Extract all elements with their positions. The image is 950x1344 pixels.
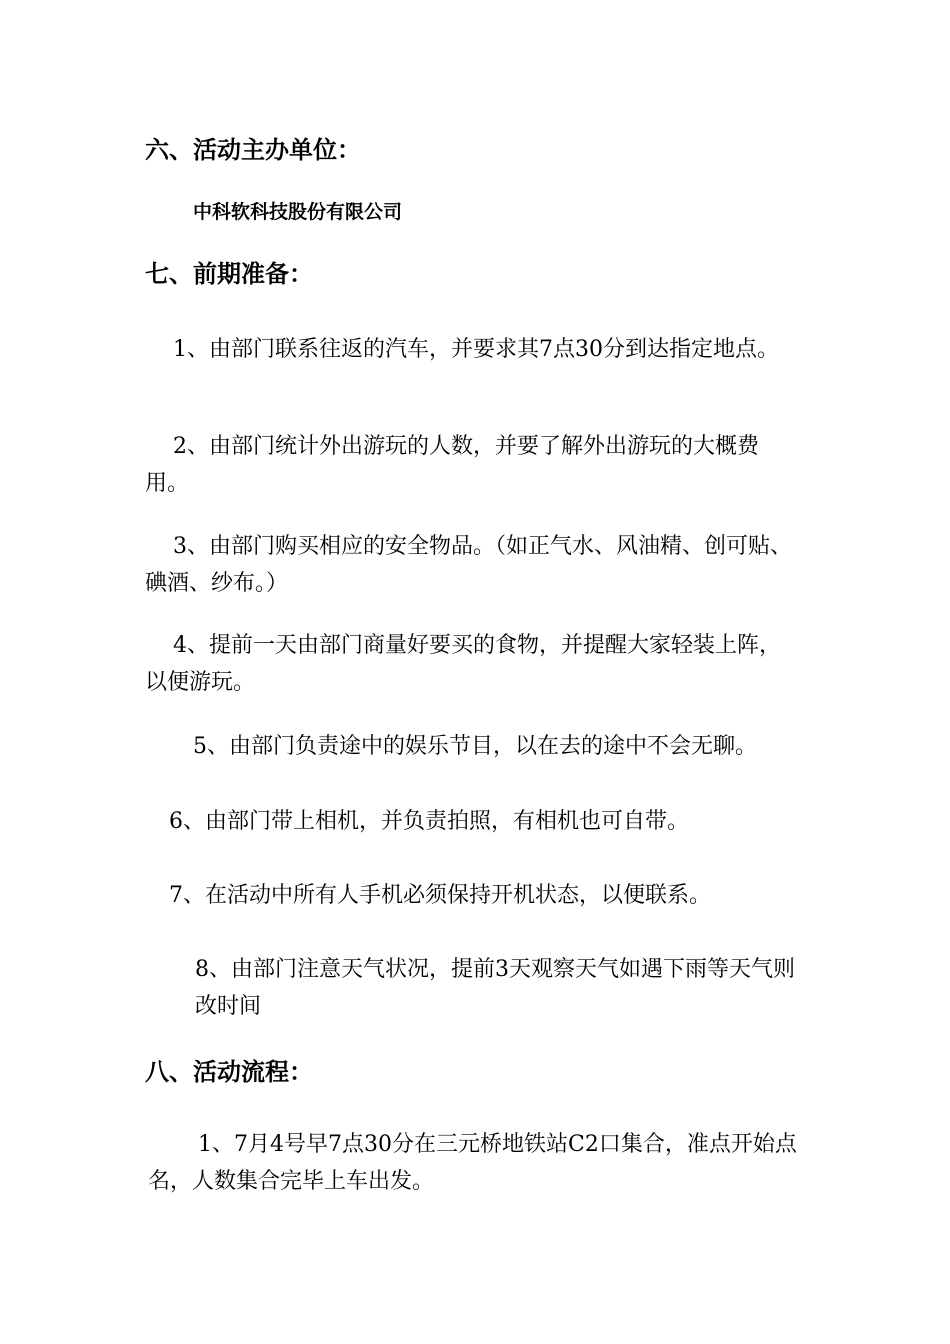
prep-item-3: 3、由部门购买相应的安全物品。（如正气水、风油精、创可贴、碘酒、纱布。） xyxy=(145,534,792,596)
section-heading-organizer: 六、活动主办单位： xyxy=(145,136,361,164)
process-item-1: 1、7月4号早7点30分在三元桥地铁站C2口集合，准点开始点名，人数集合完毕上车出发。 xyxy=(148,1132,797,1194)
section-heading-process: 八、活动流程： xyxy=(145,1058,313,1086)
prep-item-6: 6、由部门带上相机，并负责拍照，有相机也可自带。 xyxy=(169,809,689,834)
prep-item-2: 2、由部门统计外出游玩的人数，并要了解外出游玩的大概费用。 xyxy=(145,434,759,496)
prep-item-5: 5、由部门负责途中的娱乐节目，以在去的途中不会无聊。 xyxy=(193,734,757,759)
prep-item-4: 4、提前一天由部门商量好要买的食物，并提醒大家轻装上阵，以便游玩。 xyxy=(145,633,781,695)
prep-item-7: 7、在活动中所有人手机必须保持开机状态，以便联系。 xyxy=(169,883,711,908)
section-heading-preparation: 七、前期准备： xyxy=(145,260,313,288)
organizer-name: 中科软科技股份有限公司 xyxy=(193,201,403,223)
prep-item-1: 1、由部门联系往返的汽车，并要求其7点30分到达指定地点。 xyxy=(173,337,779,362)
prep-item-8: 8、由部门注意天气状况，提前3天观察天气如遇下雨等天气则改时间 xyxy=(195,957,795,1019)
